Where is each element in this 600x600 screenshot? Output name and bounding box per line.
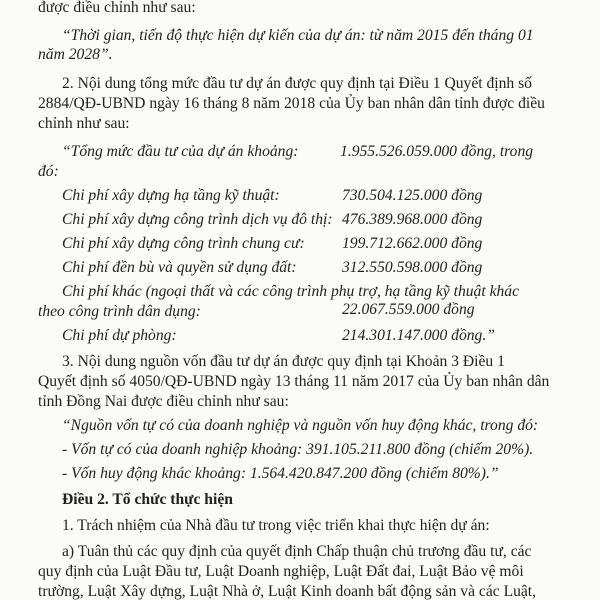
cost-item-amount: 730.504.125.000 đồng — [342, 187, 483, 204]
section-heading: Điều 2. Tổ chức thực hiện — [62, 491, 233, 508]
cost-item-label: Chi phí xây dựng hạ tầng kỹ thuật: — [62, 187, 280, 204]
cost-item-label: Chi phí đền bù và quyền sử dụng đất: — [62, 259, 297, 276]
cost-item-amount: 214.301.147.000 đồng.” — [342, 327, 495, 344]
cost-item-amount: 312.550.598.000 đồng — [342, 259, 483, 276]
paragraph-line: 1. Trách nhiệm của Nhà đầu tư trong việc triển khai thực hiện dự án: — [62, 517, 490, 534]
cost-item-label: theo công trình dân dụng: — [38, 303, 201, 320]
text-line: đó: — [38, 163, 59, 180]
cost-item-label: Chi phí dự phòng: — [62, 327, 177, 344]
quote-line: - Vốn huy động khác khoảng: 1.564.420.847.200 đồng (chiếm 80%).” — [62, 465, 499, 482]
cost-item-label: Chi phí xây dựng công trình chung cư: — [62, 235, 305, 252]
cost-item-label: Chi phí khác (ngoại thất và các công trình phụ trợ, hạ tầng kỹ thuật khác — [62, 283, 520, 300]
paragraph-line: trường, Luật Xây dựng, Luật Nhà ở, Luật Kinh doanh bất động sản và các Luật, — [38, 583, 537, 600]
paragraph-line: Quyết định số 4050/QĐ-UBND ngày 13 tháng 11 năm 2017 của Ủy ban nhân dân — [38, 373, 550, 390]
cost-item-amount: 476.389.968.000 đồng — [342, 211, 483, 228]
paragraph-line: tỉnh Đồng Nai được điều chỉnh như sau: — [38, 393, 289, 410]
quote-line: - Vốn tự có của doanh nghiệp khoảng: 391.105.211.800 đồng (chiếm 20%). — [62, 441, 534, 458]
paragraph-line: 2884/QĐ-UBND ngày 16 tháng 8 năm 2018 của Ủy ban nhân dân tỉnh được điều — [38, 95, 545, 112]
total-label: “Tổng mức đầu tư của dự án khoảng: — [62, 143, 299, 160]
paragraph-line: chỉnh như sau: — [38, 115, 130, 132]
quote-line: năm 2028”. — [38, 46, 113, 63]
paragraph-line: a) Tuân thủ các quy định của quyết định Chấp thuận chủ trương đầu tư, các — [62, 543, 532, 560]
total-amount: 1.955.526.059.000 đồng, trong — [340, 143, 534, 160]
cost-item-label: Chi phí xây dựng công trình dịch vụ đô thị: — [62, 211, 333, 228]
cost-item-amount: 199.712.662.000 đồng — [342, 235, 483, 252]
quote-line: “Nguồn vốn tự có của doanh nghiệp và nguồn vốn huy động khác, trong đó: — [62, 417, 539, 434]
cost-item-amount: 22.067.559.000 đồng — [342, 301, 475, 318]
paragraph-line: quy định của Luật Đầu tư, Luật Doanh nghiệp, Luật Đất đai, Luật Bảo vệ môi — [38, 563, 524, 580]
paragraph-line: 2. Nội dung tổng mức đầu tư dự án được quy định tại Điều 1 Quyết định số — [62, 75, 532, 92]
text-line: được điều chỉnh như sau: — [38, 0, 196, 16]
quote-line: “Thời gian, tiến độ thực hiện dự kiến của dự án: từ năm 2015 đến tháng 01 — [62, 27, 534, 44]
paragraph-line: 3. Nội dung nguồn vốn đầu tư dự án được quy định tại Khoản 3 Điều 1 — [62, 353, 505, 370]
